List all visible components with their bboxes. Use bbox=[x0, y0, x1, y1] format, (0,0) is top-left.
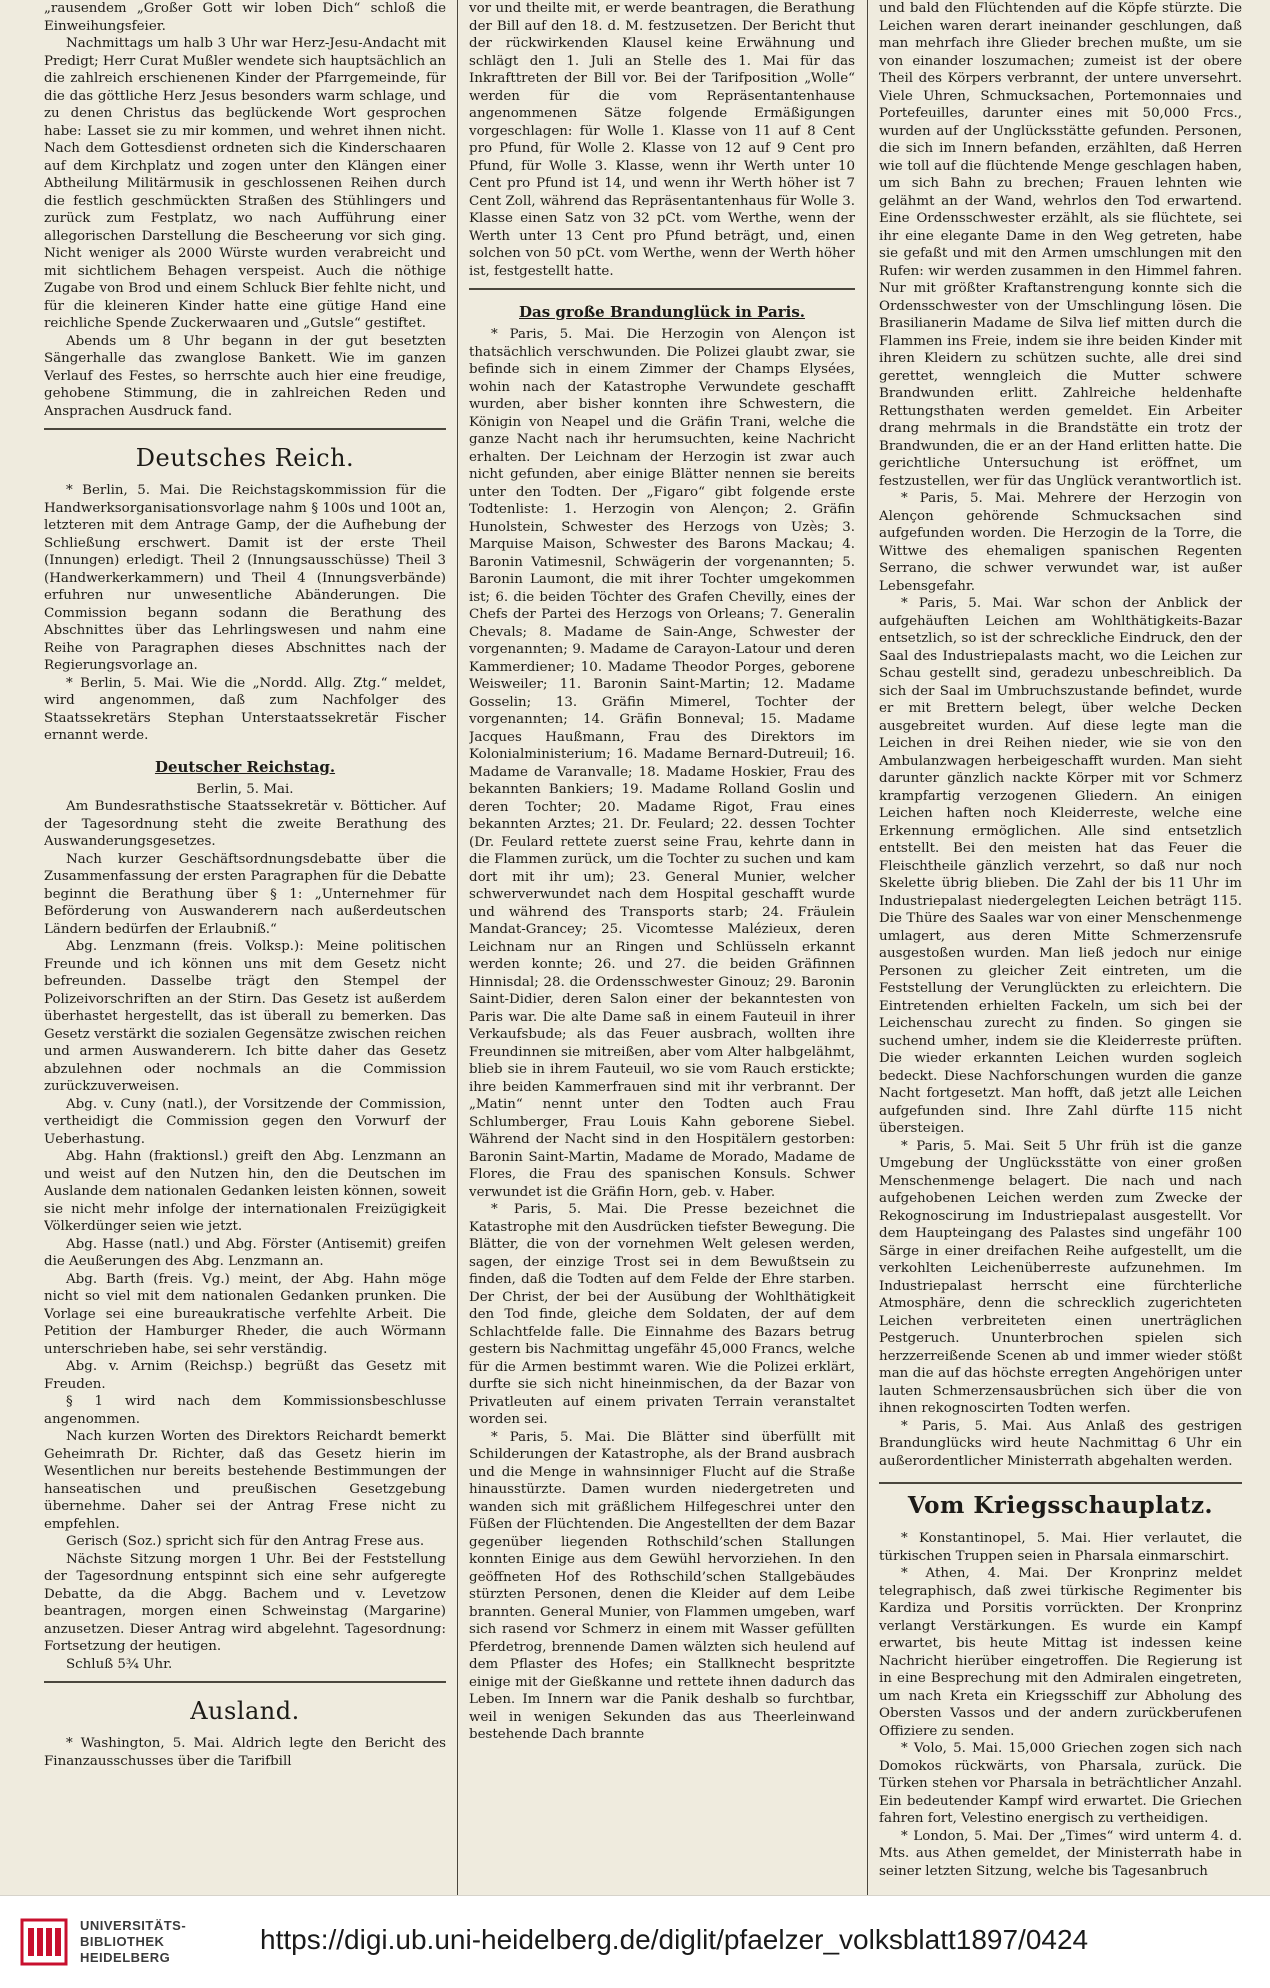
section-rule bbox=[44, 1681, 446, 1683]
article-text: * Volo, 5. Mai. 15,000 Griechen zogen sich nach Domokos rückwärts, von Pharsala, zurück. Die Türken stehen vor Pharsala in beträchtlicher Anzahl. Ein bedeutender Kampf wird erwartet. Die Griechen fahren fort, Velestino energisch zu vertheidigen. bbox=[879, 1741, 1242, 1826]
article-text: Nächste Sitzung morgen 1 Uhr. Bei der Feststellung der Tagesordnung entspinnt sich eine sehr aufgeregte Debatte, da die Abgg. Bachem und v. Levetzow beantragen, morgen einen Schweinstag (Margarine) anzusetzen. Dieser Antrag wird abgelehnt. Tagesordnung: Fortsetzung der heutigen. bbox=[44, 1551, 446, 1654]
column-2 bbox=[469, 0, 855, 1895]
article-text: * Berlin, 5. Mai. Die Reichstagskommission für die Handwerksorganisationsvorlage nahm § 100s und 100t an, letzteren mit dem Antrage Gamp, der die Aufhebung der Schließung erschwert. Damit ist der erste Theil (Innungen) erledigt. Theil 2 (Innungsausschüsse) Theil 3 (Handwerkerkammern) und Theil 4 (Innungsverbände) erfuhren nur unwesentliche Abänderungen. Die Commission begann sodann die Berathung des Abschnittes über das Lehrlingswesen und nahm eine Reihe von Paragraphen dieses Abschnittes nach der Regierungsvorlage an. bbox=[44, 483, 446, 673]
section-heading-kriegsschauplatz: Vom Kriegsschauplatz. bbox=[879, 1482, 1242, 1522]
article-text: vor und theilte mit, er werde beantragen, die Berathung der Bill auf den 18. d. M. festzusetzen. Der Bericht thut der rückwirkenden Klausel keine Erwähnung und schlägt den 1. Juli an Stelle des 1. Mai für das Inkrafttreten der Bill vor. Bei der Tarifposition „Wolle“ werden für die vom Repräsentantenhause angenommenen Sätze folgende Ermäßigungen vorgeschlagen: für Wolle 1. Klasse von 11 auf 8 Cent pro Pfund, für Wolle 2. Klasse von 12 auf 9 Cent pro Pfund, für Wolle 3. Klasse, wenn ihr Werth unter 10 Cent pro Pfund ist 14, und wenn ihr Werth höher ist 7 Cent Zoll, während das Repräsentantenhaus für Wolle 3. Klasse einen Satz von 32 pCt. vom Werthe, wenn der Werth unter 13 Cent pro Pfund beträgt, und, einen solchen von 50 pCt. vom Werthe, wenn der Werth höher ist, festgestellt hatte. bbox=[469, 1, 855, 279]
article-text: Schluß 5¾ Uhr. bbox=[66, 1656, 173, 1672]
library-name-line: UNIVERSITÄTS- bbox=[80, 1918, 187, 1933]
article-text: * Konstantinopel, 5. Mai. Hier verlautet, die türkischen Truppen seien in Pharsala einmarschirt. bbox=[879, 1531, 1242, 1564]
library-name-line: BIBLIOTHEK bbox=[80, 1934, 165, 1949]
article-text: Am Bundesrathstische Staatssekretär v. Bötticher. Auf der Tagesordnung steht die zweite Berathung des Auswanderungsgesetzes. bbox=[44, 799, 446, 849]
article-text: Abg. v. Arnim (Reichsp.) begrüßt das Gesetz mit Freuden. bbox=[44, 1359, 446, 1392]
university-library-logo-icon bbox=[20, 1918, 68, 1966]
article-text: § 1 wird nach dem Kommissionsbeschlusse angenommen. bbox=[44, 1394, 446, 1427]
section-heading-reichstag: Deutscher Reichstag. bbox=[154, 757, 336, 776]
article-text: Nach kurzen Worten des Direktors Reichardt bemerkt Geheimrath Dr. Richter, daß das Gesetz hierin im Wesentlichen nur bereits bestehende Bestimmungen der hanseatischen und preußischen Gesetzgebung übernehme. Daher sei der Antrag Frese nicht zu empfehlen. bbox=[44, 1429, 446, 1532]
article-text: * Paris, 5. Mai. Mehrere der Herzogin von Alençon gehörende Schmucksachen sind aufgefunden worden. Die Herzogin de la Torre, die Wittwe des ehemaligen spanischen Regenten Serrano, die schwer verwundet war, ist außer Lebensgefahr. bbox=[879, 491, 1242, 594]
permalink-url[interactable]: https://digi.ub.uni-heidelberg.de/diglit/pfaelzer_volksblatt1897/0424 bbox=[260, 1924, 1089, 1955]
column-rule bbox=[457, 0, 458, 1895]
article-text: und bald den Flüchtenden auf die Köpfe stürzte. Die Leichen waren derart ineinander geschlungen, daß man mehrfach ihre Glieder brechen mußte, um sie von einander loszumachen; zumeist ist der obere Theil des Körpers verbrannt, der untere unversehrt. Viele Uhren, Schmucksachen, Portemonnaies und Portefeuilles, darunter eines mit 50,000 Frcs., wurden auf der Unglücksstätte gefunden. Personen, die sich im Innern befanden, erzählten, daß Herren wie toll auf die flüchtende Menge geschlagen haben, um sich Bahn zu brechen; Frauen lehnten wie gelähmt an der Wand, wehrlos den Tod erwartend. Eine Ordensschwester erzählt, als sie flüchtete, sei ihr eine elegante Dame in den Weg getreten, habe sie gefaßt und mit den Armen umschlungen mit den Rufen: wir werden zusammen in den Himmel fahren. Nur mit größter Kraftanstrengung konnte sich die Ordensschwester von der Umschlingung lösen. Die Brasilianerin Madame de Silva lief mitten durch die Flammen ins Freie, indem sie ihre beiden Kinder mit ihren Kleidern zu schützen suchte, alle drei sind gerettet, wenngleich die Mutter schwere Brandwunden erlitt. Zahlreiche heldenhafte Rettungsthaten werden gemeldet. Ein Arbeiter drang mehrmals in die Brandstätte ein trotz der Brandwunden, die er an der Hand erlitten hatte. Die gerichtliche Untersuchung ist eröffnet, um festzustellen, wer für das Unglück verantwortlich ist. bbox=[879, 1, 1242, 489]
article-text: * Paris, 5. Mai. Aus Anlaß des gestrigen Brandunglücks wird heute Nachmittag 6 Uhr ein außerordentlicher Ministerrath abgehalten werden. bbox=[879, 1418, 1242, 1469]
section-rule bbox=[44, 428, 446, 430]
article-text: * Paris, 5. Mai. Die Blätter sind überfüllt mit Schilderungen der Katastrophe, als der Brand ausbrach und die Menge in wahnsinniger Flucht auf die Straße hinausstürzte. Damen wurden niedergetreten und wanden sich mit gräßlichem Hilfegeschrei unter den Füßen der Flüchtenden. Die Angestellten der dem Bazar gegenüber liegenden Rothschild’schen Stallungen konnten Einige aus dem Gewühl hervorziehen. In den geöffneten Hof des Rothschild’schen Stallgebäudes stürzten Personen, denen die Kleider auf dem Leibe brannten. General Munier, von Flammen umgeben, warf sich rasend vor Schmerz in einem mit Wasser gefüllten Pferdetrog, brennende Damen wälzten sich heulend auf dem Pflaster des Hofes; ein Stallknecht bespritzte einige mit der Gießkanne und rettete ihnen dadurch das Leben. Im Innern war die Panik deshalb so furchtbar, weil in wenigen Sekunden das aus Theerleinwand bestehende Dach brannte bbox=[469, 1429, 855, 1742]
article-text: Abends um 8 Uhr begann in der gut besetzten Sängerhalle das zwanglose Bankett. Wie im ganzen Verlauf des Festes, so herrschte auch hier eine freudige, gehobene Stimmung, die in zahlreichen Reden und Ansprachen Ausdruck fand. bbox=[44, 333, 446, 419]
article-text: * Paris, 5. Mai. Die Herzogin von Alençon ist thatsächlich verschwunden. Die Polizei glaubt zwar, sie befinde sich in einem Zimmer der Champs Elysées, wohin nach der Katastrophe Verwundete geschafft wurden, aber bisher konnten ihre Schwestern, die Königin von Neapel und die Gräfin Trani, welche die ganze Nacht nach ihr herumsuchten, keine Nachricht erhalten. Der Leichnam der Herzogin ist zwar auch nicht gefunden, aber einige Blätter nennen sie bereits unter den Todten. Der „Figaro“ gibt folgende erste Todtenliste: 1. Herzogin von Alençon; 2. Gräfin Hunolstein, Schwester des Herzogs von Uzès; 3. Marquise Maison, Schwester des Barons Mackau; 4. Baronin Vatimesnil, Schwägerin der vorgenannten; 5. Baronin Laumont, die mit ihrer Tochter umgekommen ist; 6. die beiden Töchter des Grafen Chevilly, eines der Chefs der Partei des Herzogs von Orleans; 7. Generalin Chevals; 8. Madame de Sain-Ange, Schwester der vorgenannten; 9. Madame de Carayon-Latour und deren Kammerdiener; 10. Madame Theodor Porges, geborene Weisweiler; 11. Baronin Saint-Martin; 12. Madame Gosselin; 13. Gräfin Mimerel, Tochter der vorgenannten; 14. Gräfin Bonneval; 15. Madame Jacques Haußmann, Frau des Direktors im Kolonialministerium; 16. Madame Bernard-Dutreuil; 16. Madame de Varanvalle; 18. Madame Hoskier, Frau des bekannten Bankiers; 19. Madame Rolland Goslin und deren Tochter; 20. Madame Rigot, Frau eines bekannten Arztes; 21. Dr. Feulard; 22. dessen Tochter (Dr. Feulard rettete zuerst seine Frau, kehrte dann in die Flammen zurück, um die Tochter zu suchen und kam dort mit ihr um); 23. General Munier, welcher schwerverwundet nach dem Hospital geschafft wurde und während des Transports starb; 24. Fräulein Mandat-Grancey; 25. Vicomtesse Malézieux, deren Leichnam nur an Ringen und Schlüsseln erkannt werden konnte; 26. und 27. die beiden Gräfinnen Hinnisdal; 28. die Ordensschwester Ginouz; 29. Baronin Saint-Didier, deren Salon einer der bekanntesten von Paris war. Die alte Dame saß in einem Fauteuil in ihrer Verkaufsbude; als das Feuer ausbrach, wollten ihre Freundinnen sie mitreißen, aber vom Alter halbgelähmt, blieb sie in ihrem Fauteuil, wo sie vom Rauch erstickte; ihre beiden Kammerfrauen sind mit ihr verbrannt. Der „Matin“ nennt unter den Todten auch Frau Schlumberger, Frau Louis Kahn geborene Siebel. Während der Nacht sind in den Hospitälern gestorben: Baronin Saint-Martin, Madame de Morado, Madame de Flores, die Frau des spanischen Konsuls. Schwer verwundet ist die Gräfin Horn, geb. v. Haber. bbox=[469, 327, 855, 1200]
article-text: * Paris, 5. Mai. Seit 5 Uhr früh ist die ganze Umgebung der Unglücksstätte von einer großen Menschenmenge belagert. Die nach und nach aufgehobenen Leichen werden zum Zwecke der Rekognoscirung im Industriepalast ausgestellt. Vor dem Haupteingang des Palastes sind ungefähr 100 Särge in einer dreifachen Reihe aufgestellt, um die verkohlten Leichenüberreste aufzunehmen. Im Industriepalast herrscht eine fürchterliche Atmosphäre, denn die schrecklich zugerichteten Leichen verbreiteten einen unerträglichen Pestgeruch. Ununterbrochen spielen sich herzzerreißende Scenen ab und immer wieder stößt man die auf das höchste erregten Angehörigen unter lauten Schmerzensausbrüchen sich über die von ihnen rekognoscirten Todten werfen. bbox=[879, 1138, 1242, 1416]
article-text: Nachmittags um halb 3 Uhr war Herz-Jesu-Andacht mit Predigt; Herr Curat Mußler wendete sich hauptsächlich an die zahlreich erschienenen Kinder der Pfarrgemeinde, für die das göttliche Herz Jesus besonders warm schlage, und zu denen Christus das beglückende Wort gesprochen habe: Lasset sie zu mir kommen, und wehret ihnen nicht. Nach dem Gottesdienst ordneten sich die Kinderschaaren auf dem Kirchplatz und zogen unter den Klängen einer Abtheilung Militärmusik in geschlossenen Reihen durch die festlich geschmückten Straßen des Stühlingers und zurück zum Festplatz, wo nach Aufführung einer allegorischen Darstellung die Bescheerung vor sich ging. Nicht weniger als 2000 Würste wurden verabreicht und mit sichtlichem Behagen verspeist. Auch die nöthige Zugabe von Brod und einem Schluck Bier fehlte nicht, und für die kleineren Kinder hatte eine gütige Hand eine reichliche Spende Zuckerwaaren und „Gutsle“ gestiftet. bbox=[44, 36, 446, 331]
article-text: * Athen, 4. Mai. Der Kronprinz meldet telegraphisch, daß zwei türkische Regimenter bis Kardiza und Porsitis vorrückten. Der Kronprinz verlangt Verstärkungen. Es wurde ein Kampf erwartet, bis heute Mittag ist indessen keine Nachricht hierüber eingetroffen. Die Regierung ist in eine Besprechung mit den Admiralen eingetreten, um nach Kreta ein Kriegsschiff zur Abholung des Obersten Vassos und der andern zurückberufenen Offiziere zu senden. bbox=[879, 1566, 1242, 1739]
section-heading-brandunglueck: Das große Brandunglück in Paris. bbox=[519, 303, 805, 321]
library-name-line: HEIDELBERG bbox=[80, 1950, 171, 1965]
article-text: * Berlin, 5. Mai. Wie die „Nordd. Allg. Ztg.“ meldet, wird angenommen, daß zum Nachfolger des Staatssekretärs Stephan Unterstaatssekretär Fischer ernannt werde. bbox=[44, 675, 446, 743]
article-text: Abg. Lenzmann (freis. Volksp.): Meine politischen Freunde und ich können uns mit dem Gesetz nicht befreunden. Dasselbe trägt den Stempel der Polizeivorschriften an der Stirn. Das Gesetz ist außerdem überhastet hergestellt, das ist überall zu bemerken. Das Gesetz verstärkt die sozialen Gegensätze zwischen reichen und armen Auswanderern. Ich bitte daher das Gesetz abzulehnen oder nochmals an die Commission zurückzuverweisen. bbox=[44, 939, 446, 1094]
article-text: Abg. v. Cuny (natl.), der Vorsitzende der Commission, vertheidigt die Commission gegen den Vorwurf der Ueberhastung. bbox=[44, 1096, 446, 1147]
section-rule bbox=[469, 288, 855, 290]
library-footer bbox=[0, 1895, 1270, 1988]
article-text: Abg. Hasse (natl.) und Abg. Förster (Antisemit) greifen die Aeußerungen des Abg. Lenzmann an. bbox=[44, 1236, 446, 1269]
article-text: Nach kurzer Geschäftsordnungsdebatte über die Zusammenfassung der ersten Paragraphen für die Debatte beginnt die Berathung über § 1: „Unternehmer für Beförderung von Auswanderern nach außerdeutschen Ländern bedürfen der Erlaubniß.“ bbox=[44, 851, 446, 937]
section-heading-deutsches-reich: Deutsches Reich. bbox=[135, 444, 355, 472]
article-text: Abg. Barth (freis. Vg.) meint, der Abg. Hahn möge nicht so viel mit dem nationalen Gedanken prunken. Die Vorlage sei eine bureaukratische verfehlte Arbeit. Die Petition der Hamburger Rheder, die auch Wörmann unterschrieben habe, sei sehr verständig. bbox=[44, 1271, 446, 1357]
column-rule bbox=[867, 0, 868, 1895]
article-text: Gerisch (Soz.) spricht sich für den Antrag Frese aus. bbox=[66, 1534, 425, 1549]
article-text: Abg. Hahn (fraktionsl.) greift den Abg. Lenzmann an und weist auf den Nutzen hin, den die Deutschen im Auslande dem nationalen Gedanken leisten können, soweit sie nicht mehr infolge der internationalen Freizügigkeit Völkerdünger seien wie jetzt. bbox=[44, 1149, 446, 1234]
library-name bbox=[80, 1918, 186, 1966]
article-text: * Paris, 5. Mai. War schon der Anblick der aufgehäuften Leichen am Wohlthätigkeits-Bazar entsetzlich, so ist der schreckliche Eindruck, den der Saal des Industriepalasts macht, wo die Leichen zur Schau gestellt sind, geradezu unbeschreiblich. Da sich der Saal im Umbruchszustande befindet, wurde er mit Brettern belegt, über welche Decken ausgebreitet wurden. Auf diese legte man die Leichen in drei Reihen nieder, wie sie von den Ambulanzwagen herbeigeschafft wurden. Man sieht darunter gänzlich nackte Körper mit vor Schmerz krampfartig verzogenen Gliedern. An einigen Leichen haften noch Kleiderreste, welche eine Erkennung ermöglichen. Alle sind entsetzlich entstellt. Bei den meisten hat das Feuer die Fleischtheile gänzlich verzehrt, so daß nur noch Skelette übrig blieben. Die Zahl der bis 11 Uhr im Industriepalast niedergelegten Leichen beträgt 115. Die Thüre des Saales war von einer Menschenmenge umlagert, aus deren Mitte Schmerzensrufe ausgestoßen wurden. Man ließ jedoch nur einige Personen zu gleicher Zeit eintreten, um die Feststellung der Verunglückten zu erleichtern. Die Eintretenden erhielten Fackeln, um sich bei der Leichenschau zurecht zu finden. So gingen sie suchend umher, indem sie die Kleiderreste prüften. Die wieder erkannten Leichen wurden sogleich bedeckt. Diese Nachforschungen wurden die ganze Nacht fortgesetzt. Man hofft, daß jetzt alle Leichen aufgefunden sind. Ihre Zahl dürfte 115 nicht übersteigen. bbox=[879, 596, 1242, 1136]
article-text: „rausendem „Großer Gott wir loben Dich“ schloß die Einweihungsfeier. bbox=[44, 1, 446, 34]
article-text: * Washington, 5. Mai. Aldrich legte den Bericht des Finanzausschusses über die Tarifbill bbox=[44, 1736, 446, 1769]
article-text: * Paris, 5. Mai. Die Presse bezeichnet die Katastrophe mit den Ausdrücken tiefster Bewegung. Die Blätter, die von der vornehmen Welt gelesen werden, sagen, der einzige Trost sei in dem Bewußtsein zu finden, daß die Todten auf dem Felde der Ehre starben. Der Christ, der bei der Ausübung der Wohlthätigkeit den Tod finde, gleiche dem Soldaten, der auf dem Schlachtfelde falle. Die Einnahme des Bazars betrug gestern bis Nachmittag ungefähr 45,000 Francs, welche für die Armen bestimmt waren. Wie die Polizei erklärt, durfte sie sich nicht hineinmischen, da der Bazar von Privatleuten auf einem privaten Terrain veranstaltet worden sei. bbox=[469, 1202, 855, 1427]
column-3 bbox=[879, 0, 1242, 1895]
section-heading-ausland: Ausland. bbox=[190, 1697, 300, 1725]
column-1 bbox=[44, 0, 446, 1895]
article-text: * London, 5. Mai. Der „Times“ wird unterm 4. d. Mts. aus Athen gemeldet, der Ministerrath habe in seiner letzten Sitzung, welche bis Tagesanbruch bbox=[879, 1828, 1242, 1879]
dateline: Berlin, 5. Mai. bbox=[196, 781, 294, 797]
